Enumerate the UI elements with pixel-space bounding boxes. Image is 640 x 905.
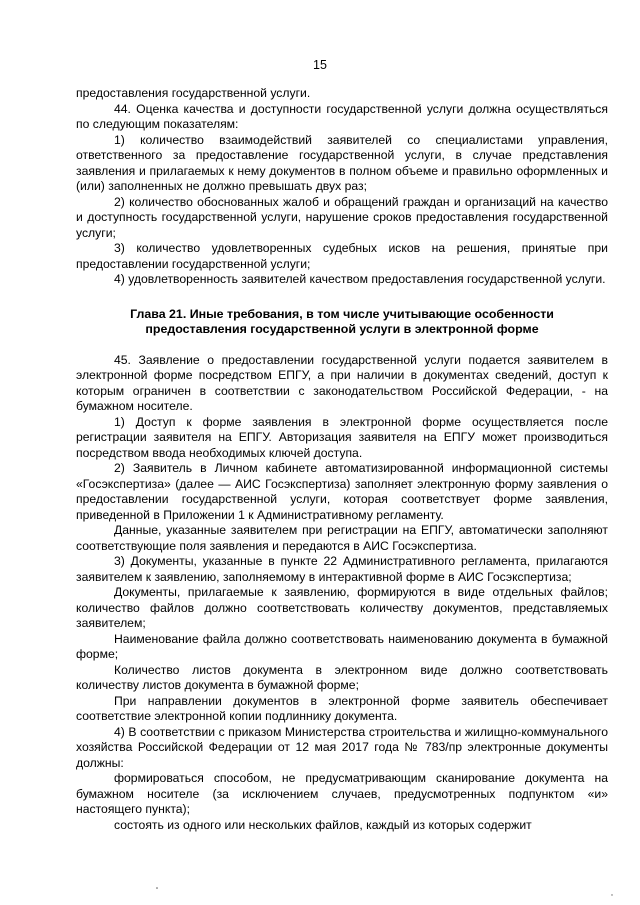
- paragraph-continuation: предоставления государственной услуги.: [76, 86, 311, 100]
- paragraph-indicator-4: 4) удовлетворенность заявителей качеством предоставления государственной услуги.: [114, 272, 606, 286]
- paragraph-data-autofill: Данные, указанные заявителем при регистрации на ЕПГУ, автоматически заполняют соответствующие поля заявления и передаются в АИС Госэкспертиза.: [76, 523, 608, 553]
- paragraph-item-44: 44. Оценка качества и доступности государственной услуги должна осуществляться по следующим показателям:: [76, 101, 608, 131]
- paragraph-file-name: Наименование файла должно соответствовать наименованию документа в бумажной форме;: [76, 631, 608, 661]
- scan-speck: [611, 894, 612, 895]
- paragraph-sheet-count: Количество листов документа в электронном виде должно соответствовать количеству листов документа в бумажной форме;: [76, 662, 608, 692]
- paragraph-indicator-3: 3) количество удовлетворенных судебных исков на решения, принятые при предоставлении государственной услуги;: [76, 241, 608, 271]
- paragraph-subitem-2: 2) Заявитель в Личном кабинете автоматизированной информационной системы «Госэкспертиза» (далее — АИС Госэкспертиза) заполняет электронную форму заявления о предоставлении государственной услуги, которая соответствует форме заявления, приведенной в Приложении 1 к Административному регламенту.: [76, 461, 608, 522]
- paragraph-subitem-3: 3) Документы, указанные в пункте 22 Административного регламента, прилагаются заявителем к заявлению, заполняемому в интерактивной форме в АИС Госэкспертиза;: [76, 554, 608, 584]
- chapter-heading-line-2: предоставления государственной услуги в электронной форме: [145, 322, 539, 336]
- paragraph-files: Документы, прилагаемые к заявлению, формируются в виде отдельных файлов; количество файлов должно соответствовать количеству документов, представляемых заявителем;: [76, 585, 608, 630]
- paragraph-copy-conformity: При направлении документов в электронной форме заявитель обеспечивает соответствие электронной копии подлиннику документа.: [76, 693, 608, 723]
- paragraph-item-45: 45. Заявление о предоставлении государственной услуги подается заявителем в электронной форме посредством ЕПГУ, а при наличии в документах сведений, доступ к которым ограничен в соответствии с законодательством Российской Федерации, - на бумажном носителе.: [76, 352, 608, 413]
- paragraph-subitem-1: 1) Доступ к форме заявления в электронной форме осуществляется после регистрации заявителя на ЕПГУ. Авторизация заявителя на ЕПГУ может производиться посредством ввода необходимых ключей доступа.: [76, 414, 608, 460]
- chapter-heading-line-1: Глава 21. Иные требования, в том числе учитывающие особенности: [130, 306, 554, 321]
- scan-speck: [156, 887, 158, 889]
- paragraph-indicator-2: 2) количество обоснованных жалоб и обращений граждан и организаций на качество и доступность государственной услуги, нарушение сроков предоставления государственной услуги;: [76, 194, 608, 240]
- chapter-heading: [76, 307, 608, 338]
- paragraph-files-composition: состоять из одного или нескольких файлов, каждый из которых содержит: [114, 817, 532, 832]
- page-number: 15: [313, 58, 327, 72]
- document-body: [76, 86, 608, 833]
- paragraph-formation: формироваться способом, не предусматривающим сканирование документа на бумажном носителе (за исключением случаев, предусмотренных подпунктом «и» настоящего пункта);: [76, 771, 608, 816]
- paragraph-subitem-4: 4) В соответствии с приказом Министерства строительства и жилищно-коммунального хозяйства Российской Федерации от 12 мая 2017 года № 783/пр электронные документы должны:: [76, 724, 608, 770]
- paragraph-indicator-1: 1) количество взаимодействий заявителей со специалистами управления, ответственного за предоставление государственной услуги, в случае представления заявления и прилагаемых к нему документов в полном объеме и правильно оформленных и (или) заполненных не должно превышать двух раз;: [76, 132, 608, 193]
